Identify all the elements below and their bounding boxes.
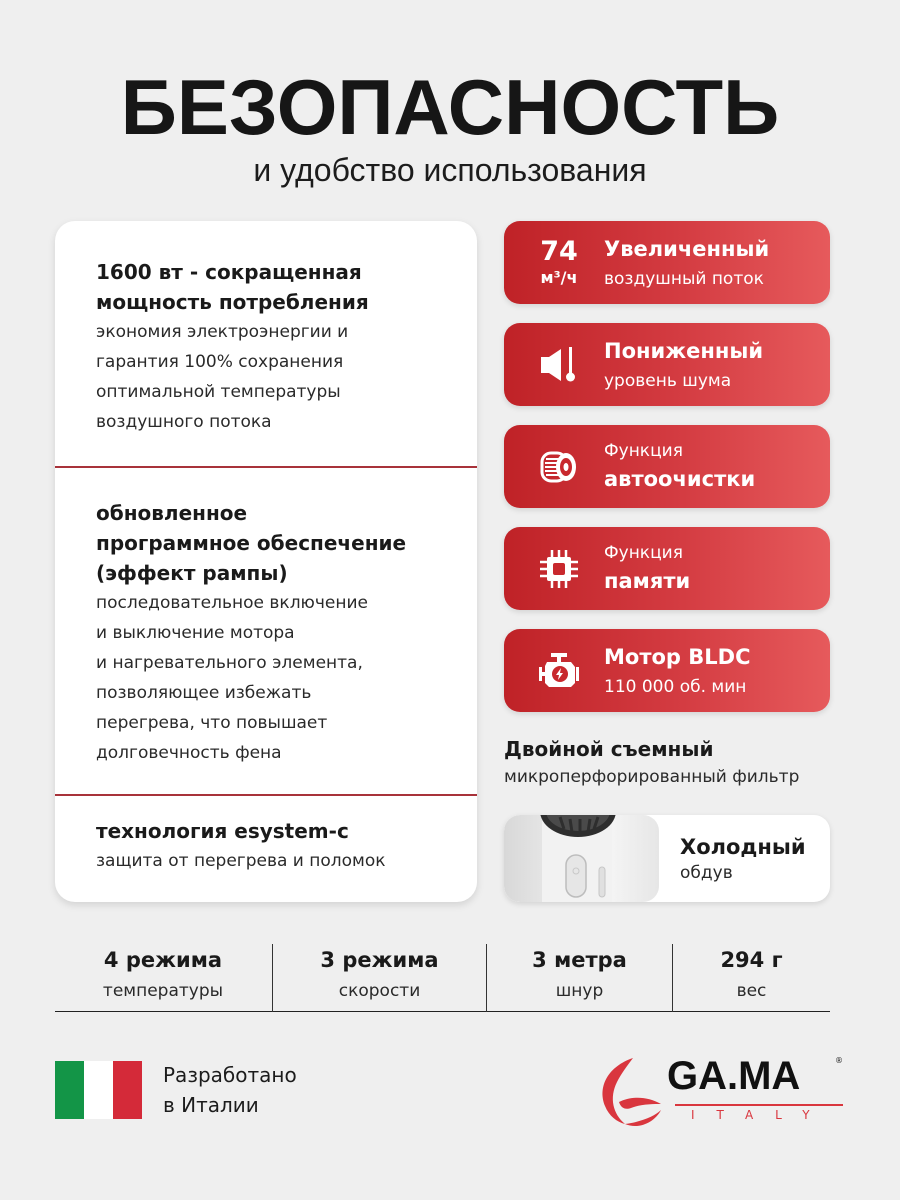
card-title: Пониженный (604, 339, 764, 363)
specs-row (55, 940, 830, 1012)
feature-text: последовательное включение (96, 593, 368, 613)
card-title: памяти (604, 569, 691, 593)
feature-heading: технология esystem-c (96, 819, 349, 843)
features-card (55, 221, 477, 902)
feature-text: защита от перегрева и поломок (96, 851, 386, 871)
logo-underline (675, 1104, 843, 1106)
made-in-line: Разработано (163, 1063, 297, 1087)
filter-drum-icon (528, 439, 590, 495)
cold-air-heading: Холодный (680, 835, 806, 859)
divider (55, 794, 477, 796)
feature-card-airflow (504, 221, 830, 304)
hairdryer-image (504, 815, 659, 902)
feature-heading: (эффект рампы) (96, 561, 288, 585)
feature-heading: 1600 вт - сокращенная (96, 260, 362, 284)
cold-air-subtitle: обдув (680, 863, 733, 883)
card-pretitle: Функция (604, 441, 683, 461)
spec-value: 4 режима (103, 948, 223, 972)
engine-icon (528, 643, 590, 699)
card-pretitle: Функция (604, 543, 683, 563)
feature-text: экономия электроэнергии и (96, 322, 349, 342)
spec-cord (487, 940, 672, 1012)
brand-subtitle: ITALY (691, 1108, 832, 1122)
card-subtitle: уровень шума (604, 371, 732, 391)
page-subtitle: и удобство использования (253, 152, 647, 188)
spec-value: 3 метра (532, 948, 627, 972)
spec-value: 294 г (720, 948, 783, 972)
made-in-italy (163, 1060, 297, 1120)
feature-power (55, 257, 477, 437)
filter-subtitle: микроперфорированный фильтр (504, 767, 800, 787)
spec-speed (273, 940, 486, 1012)
feature-text: оптимальной температуры (96, 382, 341, 402)
feature-heading: программное обеспечение (96, 531, 407, 555)
feature-card-autoclean (504, 425, 830, 508)
page-title: БЕЗОПАСНОСТЬ (120, 63, 780, 151)
feature-text: перегрева, что повышает (96, 713, 328, 733)
spec-label: температуры (102, 981, 224, 1001)
feature-heading: обновленное (96, 501, 248, 525)
airflow-unit: м³/ч (540, 268, 578, 287)
feature-card-memory (504, 527, 830, 610)
airflow-number: 74 (540, 236, 578, 267)
feature-text: гарантия 100% сохранения (96, 352, 344, 372)
feature-card-motor (504, 629, 830, 712)
spec-weight (673, 940, 830, 1012)
filter-heading: Двойной съемный (504, 737, 714, 761)
card-subtitle: 110 000 об. мин (604, 677, 747, 697)
spec-value: 3 режима (320, 948, 439, 972)
feature-text: долговечность фена (96, 743, 282, 763)
feature-text: и выключение мотора (96, 623, 295, 643)
brand-name: GA.MA (667, 1054, 801, 1098)
gama-logo (595, 1052, 845, 1132)
spec-label: шнур (555, 981, 604, 1001)
feature-card-noise (504, 323, 830, 406)
made-in-line: в Италии (163, 1093, 259, 1117)
card-title: Увеличенный (604, 237, 770, 261)
gama-swirl-icon (595, 1052, 675, 1132)
cold-air-card (504, 815, 830, 902)
airflow-value (528, 235, 590, 291)
feature-text: позволяющее избежать (96, 683, 312, 703)
chip-icon (528, 541, 590, 597)
card-title: Мотор BLDC (604, 645, 751, 669)
feature-software (55, 498, 477, 768)
divider (55, 466, 477, 468)
speaker-low-icon (528, 337, 590, 393)
card-subtitle: воздушный поток (604, 269, 764, 289)
feature-text: воздушного потока (96, 412, 272, 432)
feature-text: и нагревательного элемента, (96, 653, 363, 673)
spec-label: скорости (338, 981, 421, 1001)
spec-temperature (55, 940, 271, 1012)
registered-mark: ® (835, 1056, 843, 1065)
filter-feature (504, 735, 799, 791)
spec-label: вес (736, 981, 767, 1001)
feature-heading: мощность потребления (96, 290, 369, 314)
italy-flag-icon (55, 1061, 142, 1119)
feature-esystem (55, 816, 477, 876)
card-title: автоочистки (604, 467, 756, 491)
